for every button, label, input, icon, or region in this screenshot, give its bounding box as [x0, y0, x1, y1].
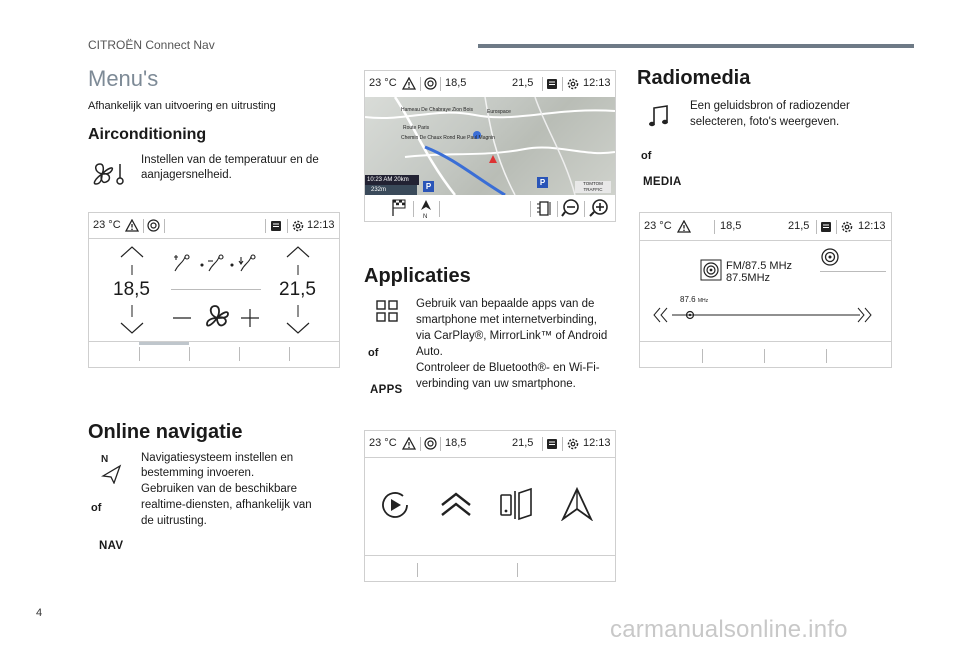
map-view[interactable] [365, 97, 615, 195]
radio-description-1: Een geluidsbron of radiozender [690, 100, 850, 112]
map-place-2: Eurospace [487, 109, 511, 115]
apps-description-2: smartphone met internetverbinding, [416, 314, 597, 326]
apps-heading: Applicaties [364, 265, 471, 287]
zoom-in-icon[interactable] [589, 199, 609, 217]
aircon-description-2: aanjagersnelheid. [141, 169, 232, 181]
nav-description-3: Gebruiken van de beschikbare [141, 483, 297, 495]
connection-icon [424, 437, 437, 450]
map-status-right-temp: 21,5 [512, 77, 534, 89]
apps-or: of [368, 347, 379, 359]
left-temp-value: 18,5 [113, 279, 150, 300]
settings-icon [840, 220, 854, 234]
status-time: 12:13 [307, 219, 335, 231]
nav-description-1: Navigatiesysteem instellen en [141, 452, 294, 464]
svg-text:N: N [423, 214, 428, 219]
nav-description-4: realtime-diensten, afhankelijk van [141, 499, 312, 511]
apps-description-3: via CarPlay®, MirrorLink™ of Android [416, 330, 608, 342]
tomtom-traffic-logo: TOMTOM TRAFFIC [575, 181, 611, 193]
music-note-icon [648, 104, 670, 128]
map-place-1: Hameau De Chabraye Zion Bois [401, 107, 473, 113]
carplay-icon[interactable] [379, 489, 411, 521]
frequency-tuner-slider[interactable] [652, 305, 880, 325]
warning-icon [402, 437, 416, 450]
aircon-heading: Airconditioning [88, 126, 207, 143]
phone-icon [820, 221, 832, 233]
phone-icon [546, 78, 558, 90]
phone-icon [546, 438, 558, 450]
apps-description-6: verbinding van uw smartphone. [416, 378, 576, 390]
apps-description-4: Auto. [416, 346, 443, 358]
warning-icon [125, 219, 139, 232]
apps-label: APPS [370, 384, 403, 396]
apps-status-right-temp: 21,5 [512, 437, 534, 449]
connection-icon [424, 77, 437, 90]
nav-description-2: bestemming invoeren. [141, 467, 255, 479]
apps-description-5: Controleer de Bluetooth®- en Wi-Fi- [416, 362, 600, 374]
map-screen [364, 70, 616, 222]
map-time-bar: 10:23 AM 20km [365, 175, 419, 185]
radio-station-icon [700, 259, 722, 281]
map-distance: 232m [365, 185, 417, 195]
header-bar [478, 44, 914, 48]
apps-grid-icon [376, 300, 398, 322]
status-temp: 23 °C [93, 219, 121, 231]
apps-description-1: Gebruik van bepaalde apps van de [416, 298, 595, 310]
radio-description-2: selecteren, foto's weergeven. [690, 116, 840, 128]
radio-heading: Radiomedia [637, 67, 751, 89]
apps-screen [364, 430, 616, 582]
station-name: FM/87.5 MHz [726, 260, 793, 272]
apps-status-time: 12:13 [583, 437, 611, 449]
connection-icon [147, 219, 160, 232]
navigation-arrow-icon[interactable] [561, 487, 593, 521]
apps-status-temp: 23 °C [369, 437, 397, 449]
warning-icon [402, 77, 416, 90]
map-status-time: 12:13 [583, 77, 611, 89]
north-arrow-icon[interactable] [419, 199, 433, 219]
radio-status-time: 12:13 [858, 220, 886, 232]
climate-screen [88, 212, 340, 368]
mirrorlink-icon[interactable] [499, 487, 535, 521]
map-options-icon[interactable] [535, 199, 553, 217]
nav-description-5: de uitrusting. [141, 515, 207, 527]
zoom-out-icon[interactable] [561, 199, 581, 217]
map-place-4: Chemin De Chaux Rond Rue Paul Magnin [401, 135, 495, 141]
parking-icon: P [423, 181, 434, 192]
page-number: 4 [36, 607, 43, 619]
android-auto-icon[interactable] [439, 491, 473, 519]
radio-status-left-temp: 18,5 [720, 220, 742, 232]
map-status-left-temp: 18,5 [445, 77, 467, 89]
settings-icon [566, 77, 580, 91]
radio-label: MEDIA [643, 176, 682, 188]
map-place-3: Route Paris [403, 125, 430, 131]
warning-icon [677, 220, 691, 233]
page-subtitle: Afhankelijk van uitvoering en uitrusting [88, 100, 276, 112]
apps-status-left-temp: 18,5 [445, 437, 467, 449]
radio-status-right-temp: 21,5 [788, 220, 810, 232]
watermark: carmanualsonline.info [610, 616, 848, 643]
station-frequency: 87.5MHz [726, 272, 771, 284]
fan-speed-controls[interactable] [171, 303, 263, 333]
page-title: Menu's [88, 66, 159, 91]
header-title: CITROËN Connect Nav [88, 38, 215, 52]
radio-or: of [641, 150, 652, 162]
compass-nav-icon [100, 452, 122, 484]
tuner-frequency: 87.6 MHz [680, 295, 709, 304]
aircon-description-1: Instellen van de temperatuur en de [141, 154, 319, 166]
aircon-fan-icon [90, 160, 126, 188]
radio-source-icon[interactable] [820, 247, 840, 267]
parking-icon: P [537, 177, 548, 188]
nav-or: of [91, 502, 102, 514]
airflow-mode-icons[interactable] [171, 253, 263, 275]
settings-icon [566, 437, 580, 451]
svg-text:N: N [101, 454, 109, 465]
nav-heading: Online navigatie [88, 421, 243, 443]
radio-screen [639, 212, 892, 368]
right-temp-value: 21,5 [279, 279, 316, 300]
settings-icon [291, 219, 305, 233]
destination-flag-icon[interactable] [391, 199, 407, 217]
map-status-temp: 23 °C [369, 77, 397, 89]
radio-status-temp: 23 °C [644, 220, 672, 232]
phone-icon [270, 220, 282, 232]
nav-label: NAV [99, 540, 124, 552]
